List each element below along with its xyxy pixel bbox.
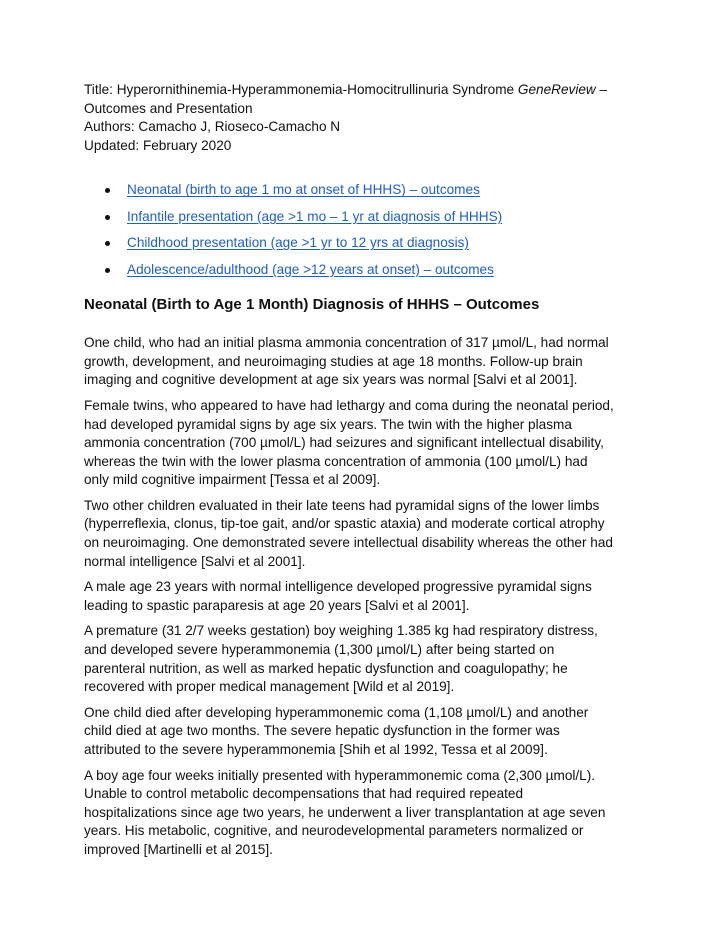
line: whereas the twin with the lower plasma concentration of ammonia (100 µmol/L) had: [84, 453, 588, 469]
link-item-neonatal: [84, 181, 636, 200]
title-line-2: Outcomes and Presentation: [84, 100, 253, 116]
line: leading to spastic paraparesis at age 20 years [Salvi et al 2001].: [84, 597, 470, 613]
section-body: [84, 334, 636, 859]
title-suffix: –: [595, 82, 608, 97]
title-prefix: Title: Hyperornithinemia-Hyperammonemia-Homocitrullinuria Syndrome: [84, 82, 518, 97]
line: only mild cognitive impairment [Tessa et al 2009].: [84, 472, 381, 488]
link-infantile[interactable]: Infantile presentation (age >1 mo – 1 yr at diagnosis of HHHS): [127, 208, 503, 224]
line: parenteral nutrition, as well as marked hepatic dysfunction and coagulopathy; he: [84, 660, 568, 676]
authors-line: Authors: Camacho J, Rioseco-Camacho N: [84, 119, 341, 135]
line: years. His metabolic, cognitive, and neurodevelopmental parameters normalized or: [84, 823, 584, 839]
link-childhood[interactable]: Childhood presentation (age >1 yr to 12 yrs at diagnosis): [127, 235, 469, 251]
line: attributed to the severe hyperammonemia [Shih et al 1992, Tessa et al 2009].: [84, 742, 548, 758]
document-header: [84, 81, 636, 155]
line: imaging and cognitive development at age six years was normal [Salvi et al 2001].: [84, 372, 578, 388]
line: Two other children evaluated in their late teens had pyramidal signs of the lower limbs: [84, 497, 600, 513]
line: on neuroimaging. One demonstrated severe intellectual disability whereas the other had: [84, 535, 613, 551]
updated-line: Updated: February 2020: [84, 137, 232, 153]
link-item-childhood: [84, 234, 636, 253]
line: normal intelligence [Salvi et al 2001].: [84, 553, 306, 569]
bullet-icon: [105, 188, 110, 193]
line: One child died after developing hyperammonemic coma (1,108 µmol/L) and another: [84, 704, 589, 720]
line: Unable to control metabolic decompensations that had required repeated: [84, 786, 524, 802]
line: improved [Martinelli et al 2015].: [84, 841, 273, 857]
bullet-icon: [105, 241, 110, 246]
link-item-infantile: [84, 208, 636, 227]
link-item-adolescence: [84, 261, 636, 280]
line: (hyperreflexia, clonus, tip-toe gait, and/or spastic ataxia) and moderate cortical atrophy: [84, 516, 605, 532]
line: A male age 23 years with normal intelligence developed progressive pyramidal signs: [84, 579, 592, 595]
paragraph: [84, 622, 636, 696]
line: had developed pyramidal signs by age six years. The twin with the higher plasma: [84, 416, 572, 432]
paragraph: [84, 578, 636, 615]
bullet-icon: [105, 215, 110, 220]
section-links-list: [84, 181, 636, 279]
line: hospitalizations since age two years, he underwent a liver transplantation at age seven: [84, 804, 606, 820]
paragraph: [84, 704, 636, 760]
line: child died at age two months. The severe hepatic dysfunction in the former was: [84, 723, 560, 739]
line: A boy age four weeks initially presented with hyperammonemic coma (2,300 µmol/L).: [84, 767, 596, 783]
section-heading: Neonatal (Birth to Age 1 Month) Diagnosis of HHHS – Outcomes: [84, 296, 540, 314]
line: A premature (31 2/7 weeks gestation) boy weighing 1.385 kg had respiratory distress,: [84, 623, 598, 639]
title-italic: GeneReview: [517, 82, 596, 97]
line: One child, who had an initial plasma ammonia concentration of 317 µmol/L, had normal: [84, 335, 609, 351]
line: Female twins, who appeared to have had lethargy and coma during the neonatal period,: [84, 397, 614, 413]
line: and developed severe hyperammonemia (1,300 µmol/L) after being started on: [84, 642, 555, 658]
paragraph: [84, 767, 636, 860]
bullet-icon: [105, 268, 110, 273]
line: ammonia concentration (700 µmol/L) had seizures and significant intellectual disability,: [84, 435, 604, 451]
paragraph: [84, 334, 636, 390]
title-line: [84, 81, 636, 100]
line: recovered with proper medical management [Wild et al 2019].: [84, 679, 455, 695]
link-adolescence[interactable]: Adolescence/adulthood (age >12 years at onset) – outcomes: [127, 261, 494, 277]
line: growth, development, and neuroimaging studies at age 18 months. Follow-up brain: [84, 353, 583, 369]
paragraph: [84, 397, 636, 490]
paragraph: [84, 497, 636, 571]
link-neonatal[interactable]: Neonatal (birth to age 1 mo at onset of HHHS) – outcomes: [127, 182, 480, 198]
